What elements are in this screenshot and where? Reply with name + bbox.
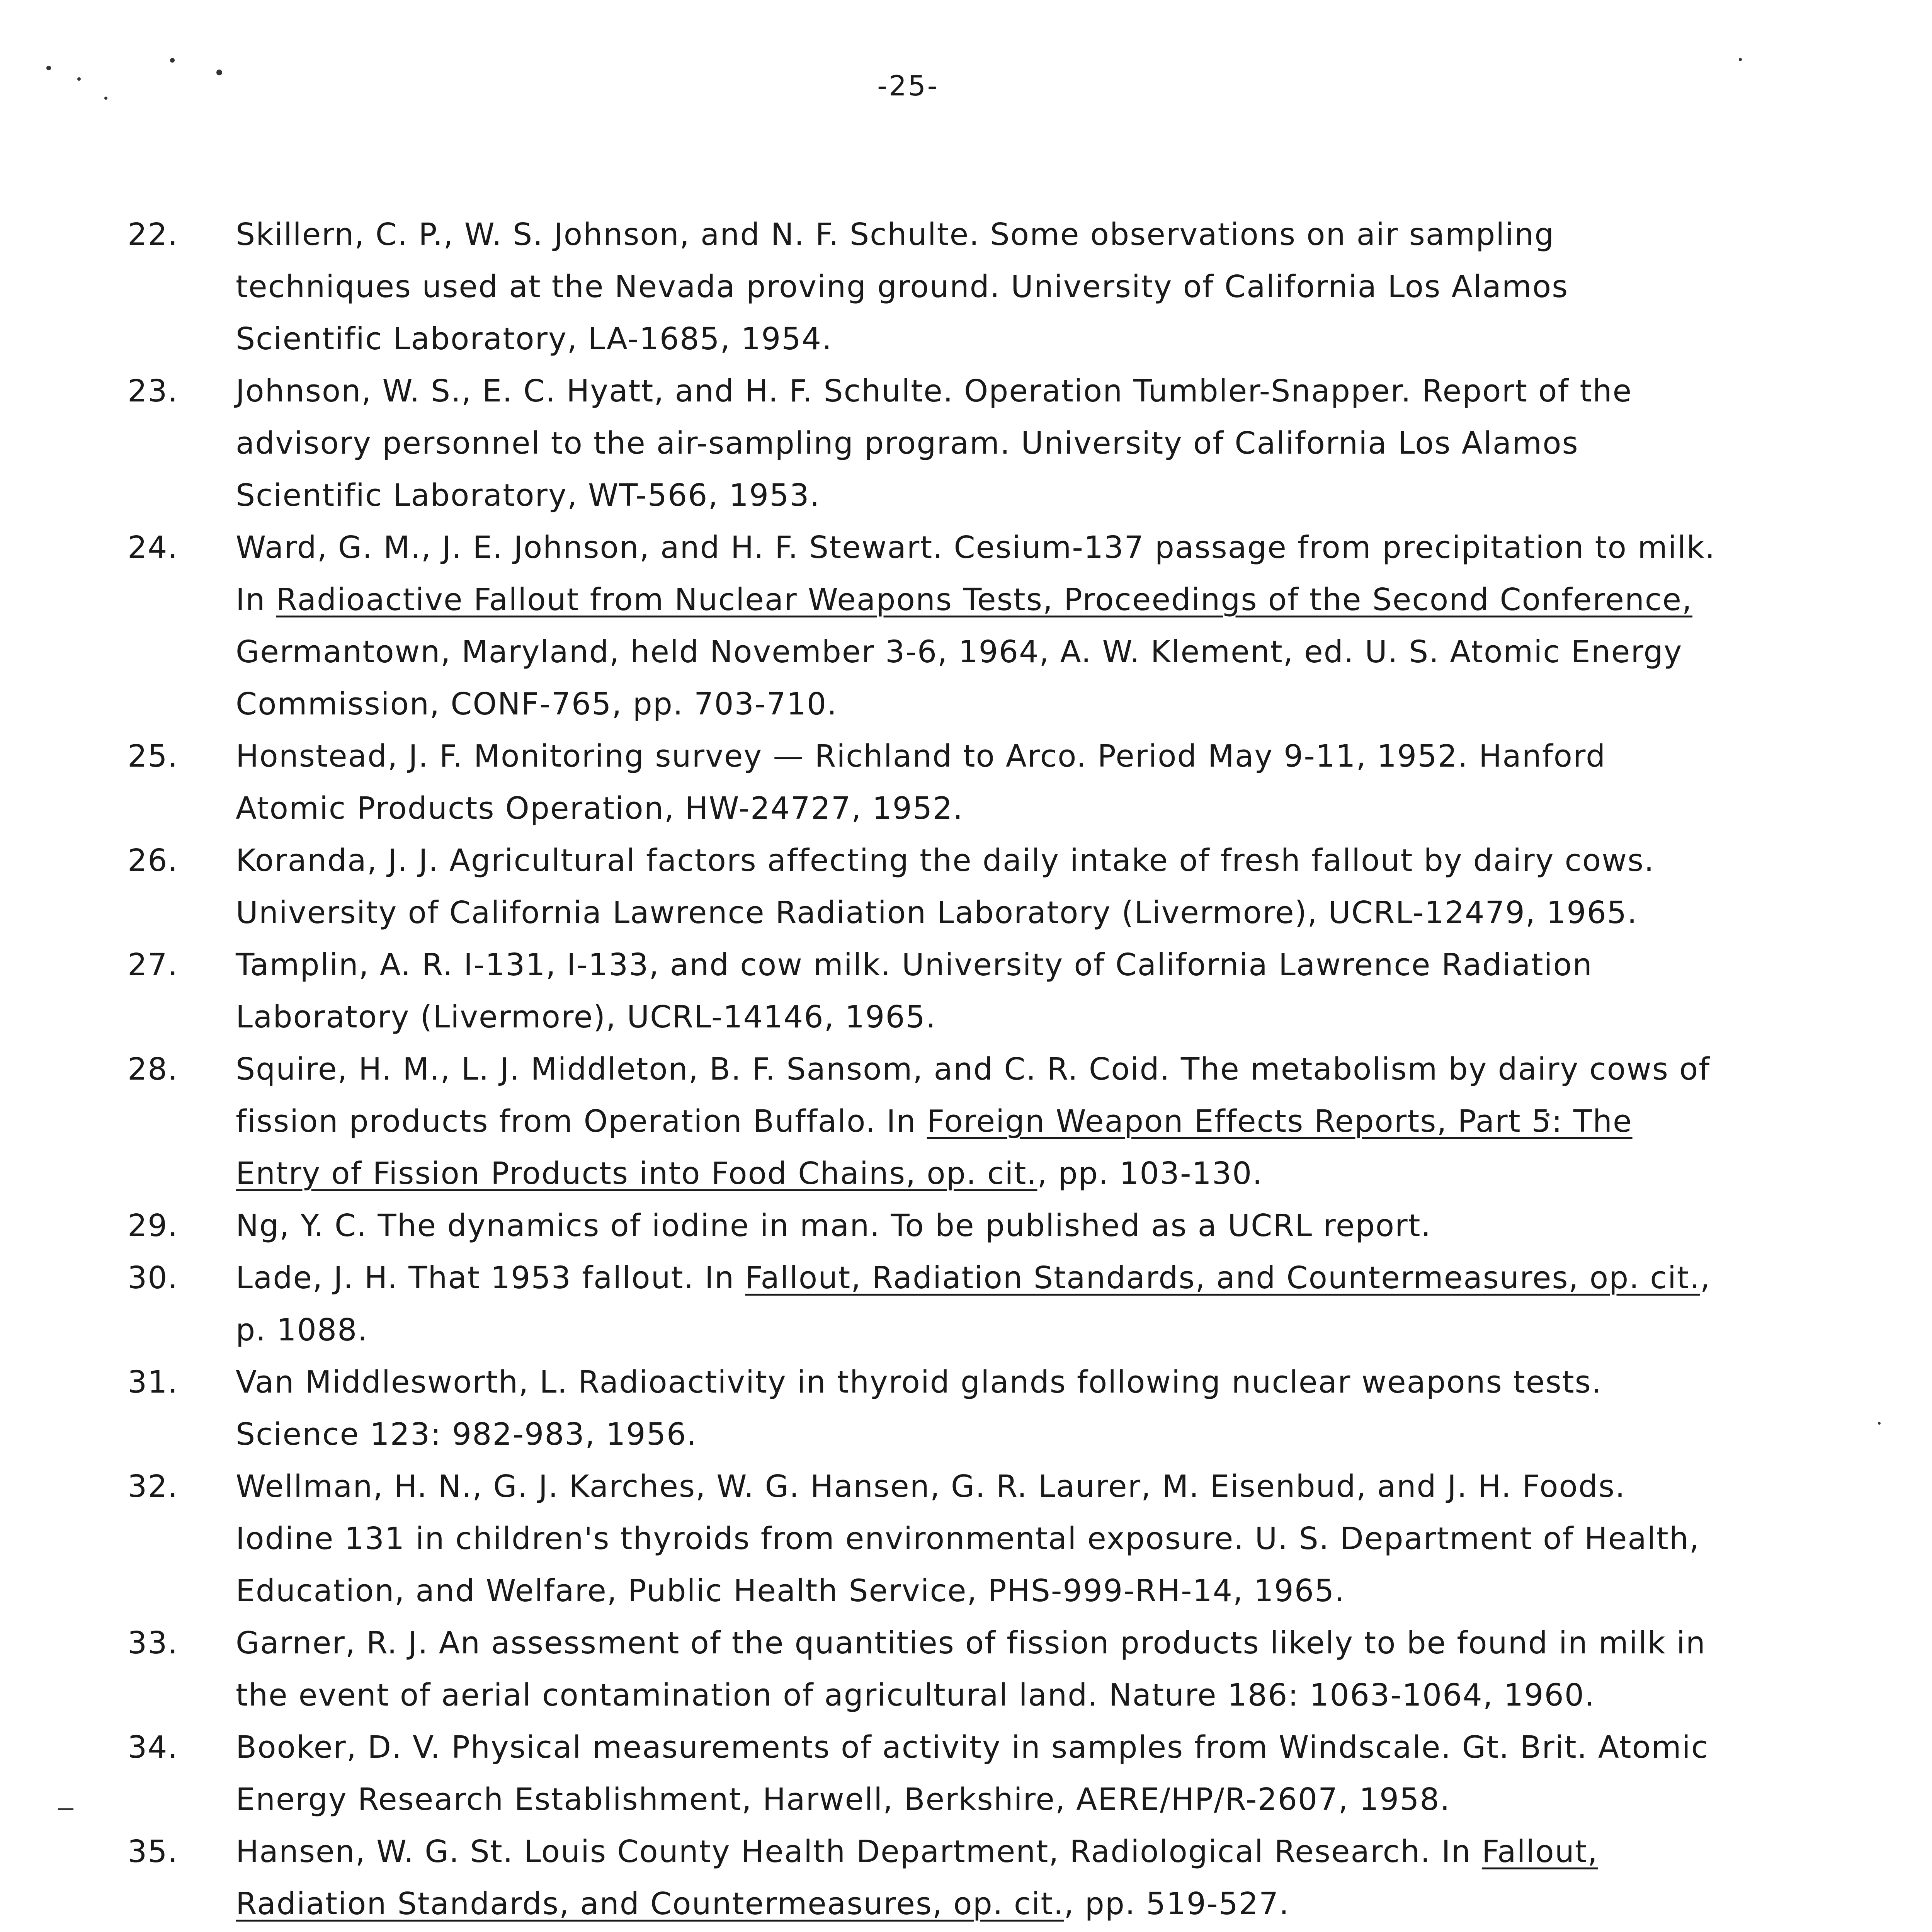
reference-item	[128, 522, 1719, 730]
reference-number: 22.	[128, 217, 179, 252]
reference-item	[128, 1356, 1719, 1461]
reference-item	[128, 209, 1719, 365]
reference-item	[128, 1461, 1719, 1617]
reference-number: 32.	[128, 1469, 179, 1504]
reference-text-segment: Skillern, C. P., W. S. Johnson, and N. F. Schulte. Some observations on air sampling techniques used at the Nevada proving ground. University of California Los Alamos Scientific Laborat	[236, 217, 1569, 357]
reference-text-segment: , pp. 519-527.	[1064, 1886, 1290, 1922]
reference-text	[236, 365, 1719, 522]
page-number: -25-	[877, 70, 939, 102]
reference-title-underlined: Fallout, Radiation Standards, and Countermeasures, op. cit.	[745, 1260, 1700, 1296]
reference-text-segment: Ward, G. M., J. E. Johnson, and H. F. Stewart. Cesium-137 passage from precipitation to milk. In	[236, 530, 1716, 617]
reference-text-segment: Johnson, W. S., E. C. Hyatt, and H. F. Schulte. Operation Tumbler-Snapper. Report of the advisory personnel to the air-sampling program. University of California Los Alamos Scientific Laboratory, WT-566, 1953.	[236, 373, 1633, 513]
reference-item	[128, 730, 1719, 835]
reference-text-segment: Ng, Y. C. The dynamics of iodine in man. To be published as a UCRL report.	[236, 1208, 1432, 1243]
reference-text-segment: Koranda, J. J. Agricultural factors affecting the daily intake of fresh fallout by dairy cows. University of California Lawrence Radiation Laboratory (Livermore), UCRL-12479, 1965.	[236, 843, 1655, 930]
reference-text-segment: Tamplin, A. R. I-131, I-133, and cow milk. University of California Lawrence Radiation Laboratory (Livermore), UCRL-14146, 1965.	[236, 947, 1593, 1035]
reference-text-segment: Lade, J. H. That 1953 fallout. In	[236, 1260, 745, 1296]
reference-number: 35.	[128, 1834, 179, 1869]
reference-item	[128, 1617, 1719, 1721]
reference-item	[128, 1252, 1719, 1356]
reference-number: 34.	[128, 1730, 179, 1765]
reference-text-segment: Garner, R. J. An assessment of the quantities of fission products likely to be found in milk in the event of aerial contamination of agricultural land. Nature 186: 1063-1064, 1960.	[236, 1625, 1706, 1713]
reference-text-segment: Wellman, H. N., G. J. Karches, W. G. Hansen, G. R. Laurer, M. Eisenbud, and J. H. Foods. Iodine 131 in children's thyroids from environmental exposure. U. S. Department of Health, Education, and Welfare, Public Health Service, PHS-999-RH-14, 1965.	[236, 1469, 1700, 1609]
reference-number: 25.	[128, 738, 179, 774]
reference-text-segment: , pp. 103-130.	[1037, 1156, 1263, 1191]
reference-number: 28.	[128, 1051, 179, 1087]
reference-text-segment: Van Middlesworth, L. Radioactivity in thyroid glands following nuclear weapons tests. Science 123: 982-983, 1956.	[236, 1364, 1602, 1452]
reference-text	[236, 1252, 1719, 1356]
reference-text	[236, 939, 1719, 1043]
reference-item	[128, 365, 1719, 522]
reference-item	[128, 1043, 1719, 1200]
reference-text	[236, 1356, 1719, 1461]
reference-text	[236, 1043, 1719, 1200]
reference-number: 29.	[128, 1208, 179, 1243]
reference-title-underlined: Foreign Weapon Effects Reports, Part 5: The Entry of Fission Products into Food Chains, op. cit.	[236, 1104, 1633, 1191]
reference-text-segment: Hansen, W. G. St. Louis County Health Department, Radiological Research. In	[236, 1834, 1482, 1869]
reference-text	[236, 1721, 1719, 1826]
reference-text-segment: Booker, D. V. Physical measurements of activity in samples from Windscale. Gt. Brit. Atomic Energy Research Establishment, Harwell, Berkshire, AERE/HP/R-2607, 1958.	[236, 1730, 1709, 1817]
reference-text	[236, 1200, 1719, 1252]
reference-list	[128, 209, 1719, 1930]
reference-text-segment: Squire, H. M., L. J. Middleton, B. F. Sansom, and C. R. Coid. The metabolism by dairy cows of fission products from Operation Buffalo. In	[236, 1051, 1711, 1139]
reference-text	[236, 209, 1719, 365]
reference-number: 26.	[128, 843, 179, 878]
reference-number: 31.	[128, 1364, 179, 1400]
reference-number: 27.	[128, 947, 179, 983]
reference-text	[236, 522, 1719, 730]
reference-item	[128, 1826, 1719, 1930]
reference-text	[236, 730, 1719, 835]
reference-item	[128, 1200, 1719, 1252]
reference-text	[236, 835, 1719, 939]
reference-text-segment: Honstead, J. F. Monitoring survey — Richland to Arco. Period May 9-11, 1952. Hanford Atomic Products Operation, HW-24727, 1952.	[236, 738, 1606, 826]
reference-title-underlined: Fallout, Radiation Standards, and Countermeasures, op. cit.	[236, 1834, 1598, 1922]
reference-item	[128, 939, 1719, 1043]
reference-number: 30.	[128, 1260, 179, 1296]
reference-text	[236, 1617, 1719, 1721]
reference-title-underlined: Radioactive Fallout from Nuclear Weapons Tests, Proceedings of the Second Conference,	[276, 582, 1693, 617]
reference-text-segment: , p. 1088.	[236, 1260, 1711, 1348]
reference-text-segment: Germantown, Maryland, held November 3-6, 1964, A. W. Klement, ed. U. S. Atomic Energy Commission, CONF-765, pp. 703-710.	[236, 634, 1683, 722]
reference-number: 33.	[128, 1625, 179, 1661]
reference-text	[236, 1461, 1719, 1617]
reference-number: 24.	[128, 530, 179, 565]
reference-text-segment: ory, LA-1685, 1954.	[515, 321, 833, 357]
reference-item	[128, 1721, 1719, 1826]
reference-text	[236, 1826, 1719, 1930]
reference-number: 23.	[128, 373, 179, 409]
reference-item	[128, 835, 1719, 939]
